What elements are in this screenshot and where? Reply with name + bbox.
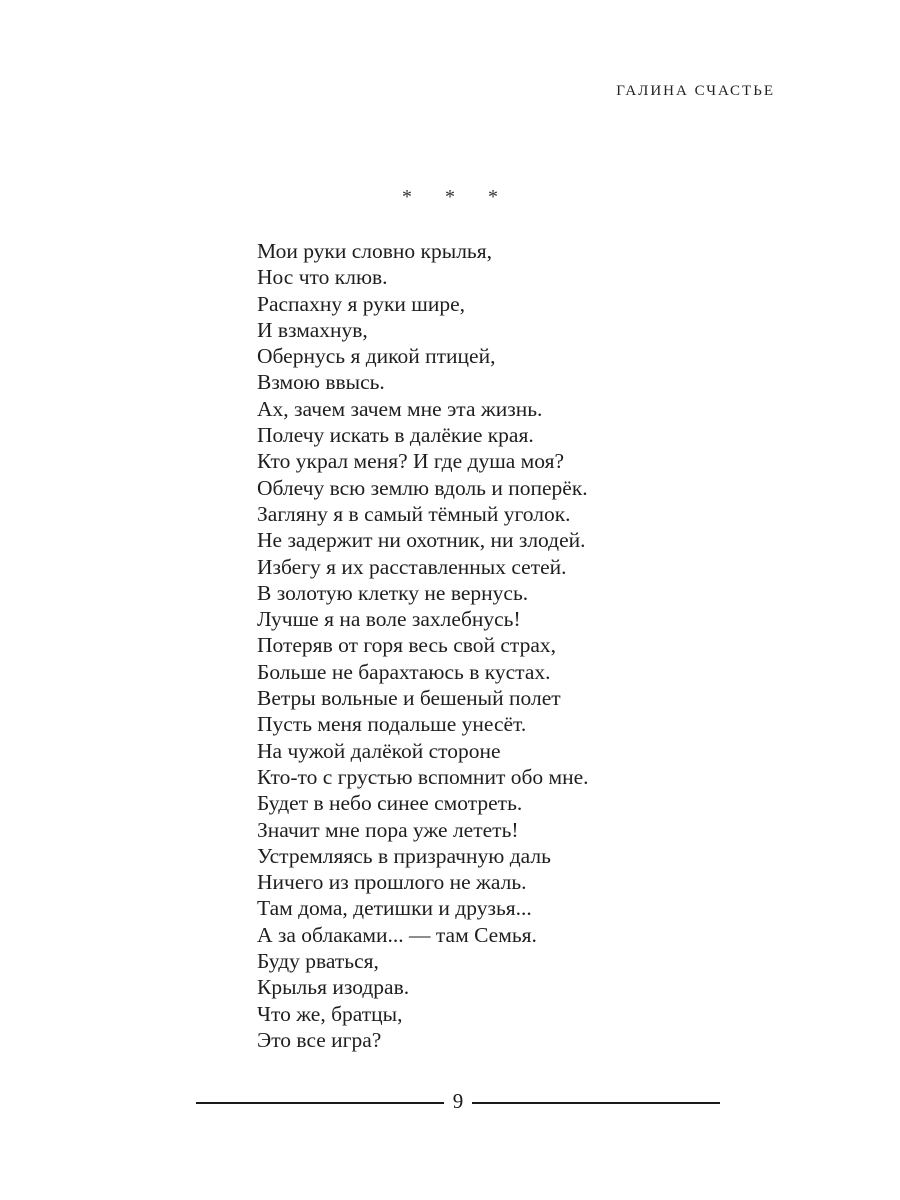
poem-line: Обернусь я дикой птицей, bbox=[257, 344, 496, 369]
poem-line: Потеряв от горя весь свой страх, bbox=[257, 633, 557, 658]
poem-line: Больше не барахтаюсь в кустах. bbox=[257, 659, 551, 684]
poem-line: В золотую клетку не вернусь. bbox=[257, 580, 529, 605]
section-ornament: * * * bbox=[402, 186, 512, 208]
poem-body bbox=[257, 238, 589, 1053]
poem-line: Не задержит ни охотник, ни злодей. bbox=[257, 528, 586, 553]
poem-line: Полечу искать в далёкие края. bbox=[257, 423, 534, 448]
poem-line: А за облаками... — там Семья. bbox=[257, 922, 537, 947]
poem-line: Лучше я на воле захлебнусь! bbox=[257, 607, 521, 632]
page-footer bbox=[196, 1088, 720, 1116]
poem-line: Ничего из прошлого не жаль. bbox=[257, 870, 527, 895]
poem-line: На чужой далёкой стороне bbox=[257, 738, 501, 763]
footer-rule-right bbox=[472, 1102, 720, 1104]
poem-line: Облечу всю землю вдоль и поперёк. bbox=[257, 475, 588, 500]
poem-line: Мои руки словно крылья, bbox=[257, 239, 492, 263]
poem-line: Нос что клюв. bbox=[257, 265, 388, 290]
poem-line: Пусть меня подальше унесёт. bbox=[257, 712, 527, 737]
poem-line: Кто украл меня? И где душа моя? bbox=[257, 449, 565, 474]
running-head-author: ГАЛИНА СЧАСТЬЕ bbox=[616, 83, 775, 99]
poem-line: Распахну я руки шире, bbox=[257, 291, 466, 316]
page-number: 9 bbox=[452, 1089, 464, 1113]
poem-line: Взмою ввысь. bbox=[257, 370, 385, 395]
poem-line: И взмахнув, bbox=[257, 317, 368, 342]
poem-line: Там дома, детишки и друзья... bbox=[257, 896, 532, 921]
poem-line: Избегу я их расставленных сетей. bbox=[257, 554, 567, 579]
poem-line: Устремляясь в призрачную даль bbox=[257, 843, 551, 868]
poem-line: Кто-то с грустью вспомнит обо мне. bbox=[257, 764, 589, 789]
poem-line: Что же, братцы, bbox=[257, 1001, 403, 1026]
poem-line: Буду рваться, bbox=[257, 949, 379, 974]
poem-line: Это все игра? bbox=[257, 1027, 382, 1052]
poem-line: Ах, зачем зачем мне эта жизнь. bbox=[257, 396, 543, 421]
poem-line: Будет в небо синее смотреть. bbox=[257, 791, 523, 816]
poem-line: Крылья изодрав. bbox=[257, 975, 410, 1000]
poem-line: Загляну я в самый тёмный уголок. bbox=[257, 501, 571, 526]
poem-line: Значит мне пора уже лететь! bbox=[257, 817, 519, 842]
poem-line: Ветры вольные и бешеный полет bbox=[257, 686, 561, 711]
